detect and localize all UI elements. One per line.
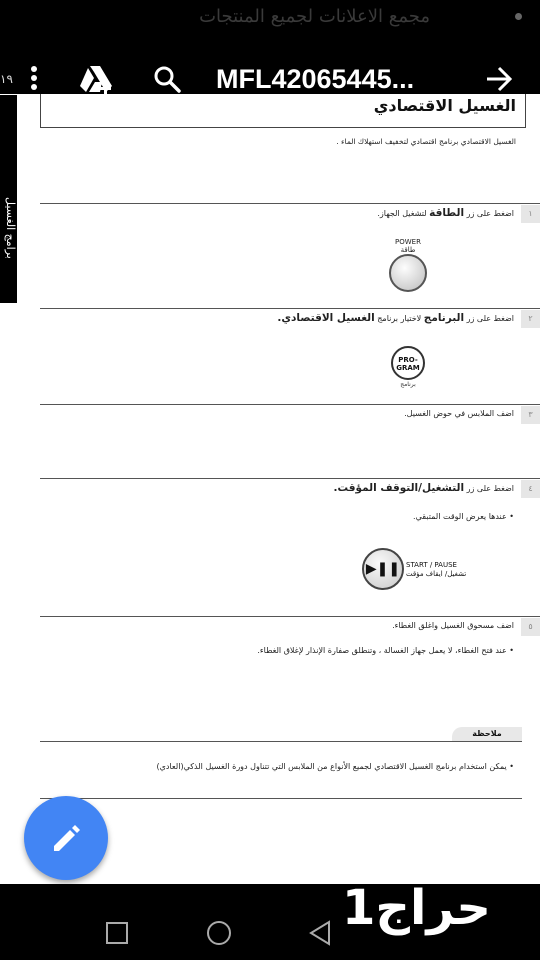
step-instruction: اضف مسحوق الغسيل واغلق الغطاء. [392,621,514,630]
recent-apps-icon[interactable] [106,922,128,944]
add-to-drive-icon[interactable] [78,64,114,94]
step-divider [40,308,540,309]
step-divider [40,616,540,617]
program-button-illustration: PRO-GRAM [391,346,425,380]
step-divider [40,203,540,204]
chapter-side-tab-label: برامج الغسيل [4,197,17,259]
document-title: MFL42065445... [216,64,415,94]
chapter-side-tab [0,95,17,303]
step-number: ٣ [521,406,540,424]
step-bullet: • عندها يعرض الوقت المتبقي. [413,512,514,521]
more-vert-icon[interactable] [28,66,40,92]
status-bar [0,0,540,38]
note-divider [40,741,522,742]
step-bullet: • عند فتح الغطاء، لا يعمل جهاز الغسالة ، وتنطلق صفارة الإنذار لإغلاق الغطاء. [257,646,514,655]
note-heading: ملاحظة [452,727,522,741]
arrow-forward-icon[interactable] [484,64,514,94]
section-intro: الغسيل الاقتصادي برنامج اقتصادي لتخفيف استهلاك الماء . [336,137,516,146]
step-instruction: اضغط على زر الطاقة لتشغيل الجهاز. [377,207,514,219]
step-number: ٥ [521,618,540,636]
step-number: ١ [521,205,540,223]
edit-pencil-icon [50,822,82,854]
start-pause-button-label: START / PAUSE تشغيل/ ايقاف مؤقت [406,561,467,578]
search-icon[interactable] [152,64,182,94]
step-number: ٤ [521,480,540,498]
edit-fab-button[interactable] [24,796,108,880]
start-pause-button-illustration: ▶❚❚ [362,548,404,590]
step-divider [40,478,540,479]
power-button-label: POWER طاقة [395,238,421,254]
note-text: • يمكن استخدام برنامج الغسيل الاقتصادي لجميع الأنواع من الملابس التي تتناول دورة الغسيل الذكي(العادي) [156,762,514,771]
back-icon[interactable] [308,920,332,946]
step-instruction: اضغط على زر التشغيل/التوقف المؤقت. [333,482,514,494]
power-button-illustration [389,254,427,292]
step-instruction: اضغط على زر البرنامج لاختيار برنامج الغسيل الاقتصادي. [277,312,514,324]
step-divider [40,404,540,405]
watermark-logo: حراج1 [342,880,491,936]
step-instruction: اضف الملابس في حوض الغسيل. [404,409,514,418]
page-indicator: ١٩ [0,72,13,86]
status-notification-text: مجمع الاعلانات لجميع المنتجات [199,6,430,27]
step-number: ٢ [521,310,540,328]
section-title: الغسيل الاقتصادي [373,96,516,115]
home-icon[interactable] [207,921,231,945]
note-bottom-divider [40,798,522,799]
status-indicator-icon [515,13,522,20]
program-button-sublabel: برنامج [400,381,416,388]
